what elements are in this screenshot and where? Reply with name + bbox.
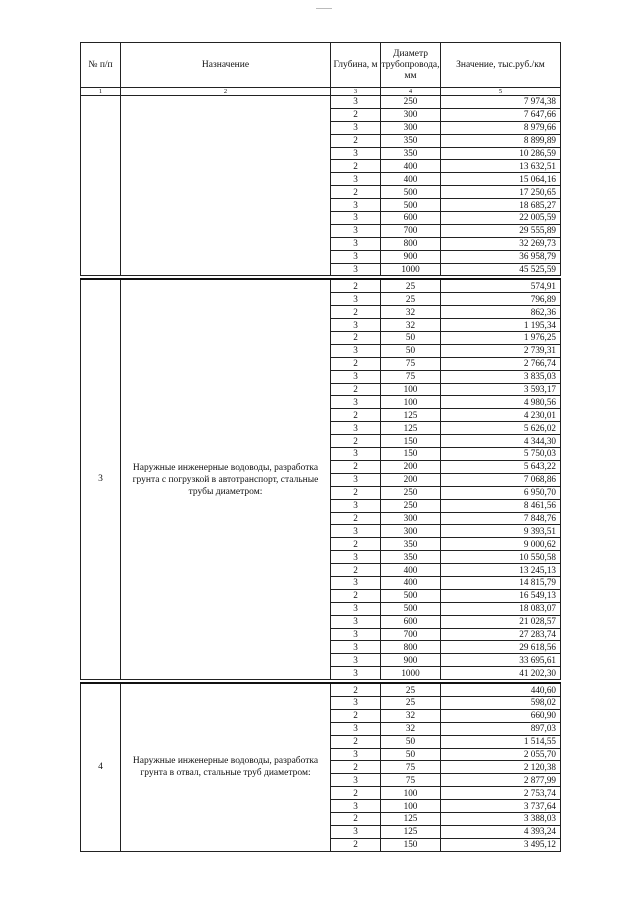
diameter-cell: 32 [381,709,441,722]
value-cell: 8 979,66 [441,121,561,134]
value-cell: 660,90 [441,709,561,722]
table-row [81,279,561,292]
diameter-cell: 350 [381,551,441,564]
depth-cell: 2 [331,709,381,722]
value-cell: 3 388,03 [441,812,561,825]
value-cell: 16 549,13 [441,589,561,602]
diameter-cell: 25 [381,696,441,709]
column-index-row [81,88,561,96]
diameter-cell: 350 [381,538,441,551]
header-row [81,43,561,88]
diameter-cell: 400 [381,160,441,173]
diameter-cell: 250 [381,499,441,512]
depth-cell: 3 [331,173,381,186]
value-cell: 5 750,03 [441,448,561,461]
value-cell: 14 815,79 [441,576,561,589]
diameter-cell: 75 [381,357,441,370]
value-cell: 18 083,07 [441,602,561,615]
value-cell: 2 753,74 [441,787,561,800]
value-cell: 796,89 [441,293,561,306]
value-cell: 4 230,01 [441,409,561,422]
scan-mark [316,8,332,9]
diameter-cell: 1000 [381,667,441,680]
diameter-cell: 500 [381,602,441,615]
diameter-cell: 25 [381,293,441,306]
value-cell: 29 618,56 [441,641,561,654]
depth-cell: 3 [331,263,381,276]
depth-cell: 3 [331,344,381,357]
value-cell: 32 269,73 [441,237,561,250]
depth-cell: 3 [331,525,381,538]
depth-cell: 3 [331,654,381,667]
table-row [81,683,561,696]
value-cell: 21 028,57 [441,615,561,628]
depth-cell: 3 [331,641,381,654]
depth-cell: 2 [331,409,381,422]
depth-cell: 3 [331,147,381,160]
value-cell: 7 647,66 [441,108,561,121]
diameter-cell: 200 [381,460,441,473]
depth-cell: 3 [331,212,381,225]
depth-cell: 3 [331,602,381,615]
diameter-cell: 350 [381,134,441,147]
value-cell: 5 643,22 [441,460,561,473]
diameter-cell: 400 [381,564,441,577]
depth-cell: 2 [331,383,381,396]
header-purpose: Назначение [121,43,331,88]
value-cell: 2 120,38 [441,761,561,774]
depth-cell: 3 [331,800,381,813]
diameter-cell: 700 [381,628,441,641]
column-index: 3 [331,88,381,96]
column-index: 4 [381,88,441,96]
diameter-cell: 600 [381,615,441,628]
section-purpose: Наружные инженерные водоводы, разработка грунта в отвал, стальные труб диаметром: [121,683,331,851]
depth-cell: 2 [331,279,381,292]
diameter-cell: 25 [381,683,441,696]
diameter-cell: 100 [381,787,441,800]
header-diameter: Диаметр трубопровода, мм [381,43,441,88]
depth-cell: 3 [331,250,381,263]
depth-cell: 2 [331,564,381,577]
value-cell: 36 958,79 [441,250,561,263]
diameter-cell: 125 [381,825,441,838]
cost-table [80,42,561,852]
document-page [80,42,560,852]
column-index: 5 [441,88,561,96]
depth-cell: 2 [331,838,381,851]
value-cell: 45 525,59 [441,263,561,276]
value-cell: 10 550,58 [441,551,561,564]
diameter-cell: 150 [381,435,441,448]
value-cell: 10 286,59 [441,147,561,160]
depth-cell: 2 [331,787,381,800]
value-cell: 3 495,12 [441,838,561,851]
diameter-cell: 150 [381,448,441,461]
depth-cell: 3 [331,774,381,787]
column-index: 1 [81,88,121,96]
depth-cell: 3 [331,825,381,838]
diameter-cell: 50 [381,344,441,357]
depth-cell: 3 [331,237,381,250]
diameter-cell: 125 [381,812,441,825]
diameter-cell: 300 [381,525,441,538]
value-cell: 7 848,76 [441,512,561,525]
depth-cell: 3 [331,722,381,735]
diameter-cell: 32 [381,319,441,332]
value-cell: 598,02 [441,696,561,709]
diameter-cell: 32 [381,722,441,735]
value-cell: 440,60 [441,683,561,696]
depth-cell: 2 [331,134,381,147]
value-cell: 3 737,64 [441,800,561,813]
value-cell: 29 555,89 [441,224,561,237]
value-cell: 8 899,89 [441,134,561,147]
table-body [81,96,561,852]
depth-cell: 2 [331,538,381,551]
depth-cell: 3 [331,576,381,589]
value-cell: 6 950,70 [441,486,561,499]
depth-cell: 2 [331,332,381,345]
header-depth: Глубина, м [331,43,381,88]
table-row [81,96,561,109]
depth-cell: 3 [331,748,381,761]
depth-cell: 3 [331,96,381,109]
depth-cell: 2 [331,589,381,602]
depth-cell: 2 [331,486,381,499]
diameter-cell: 900 [381,654,441,667]
depth-cell: 2 [331,460,381,473]
depth-cell: 3 [331,696,381,709]
diameter-cell: 150 [381,838,441,851]
column-index: 2 [121,88,331,96]
diameter-cell: 125 [381,422,441,435]
value-cell: 7 974,38 [441,96,561,109]
depth-cell: 3 [331,422,381,435]
depth-cell: 3 [331,499,381,512]
diameter-cell: 1000 [381,263,441,276]
section-purpose [121,96,331,276]
depth-cell: 3 [331,628,381,641]
value-cell: 5 626,02 [441,422,561,435]
value-cell: 897,03 [441,722,561,735]
depth-cell: 3 [331,473,381,486]
depth-cell: 3 [331,396,381,409]
diameter-cell: 250 [381,96,441,109]
value-cell: 15 064,16 [441,173,561,186]
depth-cell: 2 [331,435,381,448]
depth-cell: 2 [331,761,381,774]
diameter-cell: 300 [381,108,441,121]
section-number [81,96,121,276]
diameter-cell: 50 [381,735,441,748]
section-number: 3 [81,279,121,679]
value-cell: 2 766,74 [441,357,561,370]
diameter-cell: 200 [381,473,441,486]
section-number: 4 [81,683,121,851]
diameter-cell: 75 [381,370,441,383]
depth-cell: 3 [331,319,381,332]
depth-cell: 3 [331,667,381,680]
value-cell: 2 739,31 [441,344,561,357]
value-cell: 574,91 [441,279,561,292]
value-cell: 33 695,61 [441,654,561,667]
value-cell: 4 393,24 [441,825,561,838]
diameter-cell: 400 [381,576,441,589]
depth-cell: 3 [331,199,381,212]
diameter-cell: 700 [381,224,441,237]
value-cell: 8 461,56 [441,499,561,512]
depth-cell: 3 [331,615,381,628]
value-cell: 41 202,30 [441,667,561,680]
diameter-cell: 32 [381,306,441,319]
value-cell: 3 835,03 [441,370,561,383]
value-cell: 9 000,62 [441,538,561,551]
diameter-cell: 75 [381,761,441,774]
depth-cell: 3 [331,293,381,306]
value-cell: 4 344,30 [441,435,561,448]
depth-cell: 2 [331,812,381,825]
value-cell: 13 632,51 [441,160,561,173]
diameter-cell: 800 [381,641,441,654]
value-cell: 2 877,99 [441,774,561,787]
diameter-cell: 25 [381,279,441,292]
diameter-cell: 800 [381,237,441,250]
value-cell: 7 068,86 [441,473,561,486]
depth-cell: 2 [331,357,381,370]
depth-cell: 2 [331,108,381,121]
value-cell: 1 195,34 [441,319,561,332]
section-purpose: Наружные инженерные водоводы, разработка грунта с погрузкой в автотранспорт, стальные трубы диаметром: [121,279,331,679]
depth-cell: 2 [331,186,381,199]
depth-cell: 3 [331,370,381,383]
value-cell: 4 980,56 [441,396,561,409]
header-number: № п/п [81,43,121,88]
value-cell: 2 055,70 [441,748,561,761]
depth-cell: 3 [331,121,381,134]
value-cell: 18 685,27 [441,199,561,212]
value-cell: 22 005,59 [441,212,561,225]
value-cell: 27 283,74 [441,628,561,641]
diameter-cell: 300 [381,512,441,525]
depth-cell: 2 [331,683,381,696]
value-cell: 1 976,25 [441,332,561,345]
diameter-cell: 50 [381,748,441,761]
diameter-cell: 500 [381,589,441,602]
value-cell: 9 393,51 [441,525,561,538]
diameter-cell: 600 [381,212,441,225]
depth-cell: 3 [331,551,381,564]
diameter-cell: 250 [381,486,441,499]
diameter-cell: 300 [381,121,441,134]
diameter-cell: 100 [381,800,441,813]
diameter-cell: 500 [381,186,441,199]
diameter-cell: 100 [381,383,441,396]
depth-cell: 3 [331,448,381,461]
depth-cell: 2 [331,306,381,319]
depth-cell: 2 [331,512,381,525]
diameter-cell: 125 [381,409,441,422]
depth-cell: 2 [331,735,381,748]
diameter-cell: 350 [381,147,441,160]
diameter-cell: 900 [381,250,441,263]
header-value: Значение, тыс.руб./км [441,43,561,88]
diameter-cell: 75 [381,774,441,787]
depth-cell: 2 [331,160,381,173]
value-cell: 3 593,17 [441,383,561,396]
value-cell: 862,36 [441,306,561,319]
diameter-cell: 50 [381,332,441,345]
value-cell: 13 245,13 [441,564,561,577]
diameter-cell: 400 [381,173,441,186]
diameter-cell: 500 [381,199,441,212]
diameter-cell: 100 [381,396,441,409]
value-cell: 1 514,55 [441,735,561,748]
value-cell: 17 250,65 [441,186,561,199]
depth-cell: 3 [331,224,381,237]
